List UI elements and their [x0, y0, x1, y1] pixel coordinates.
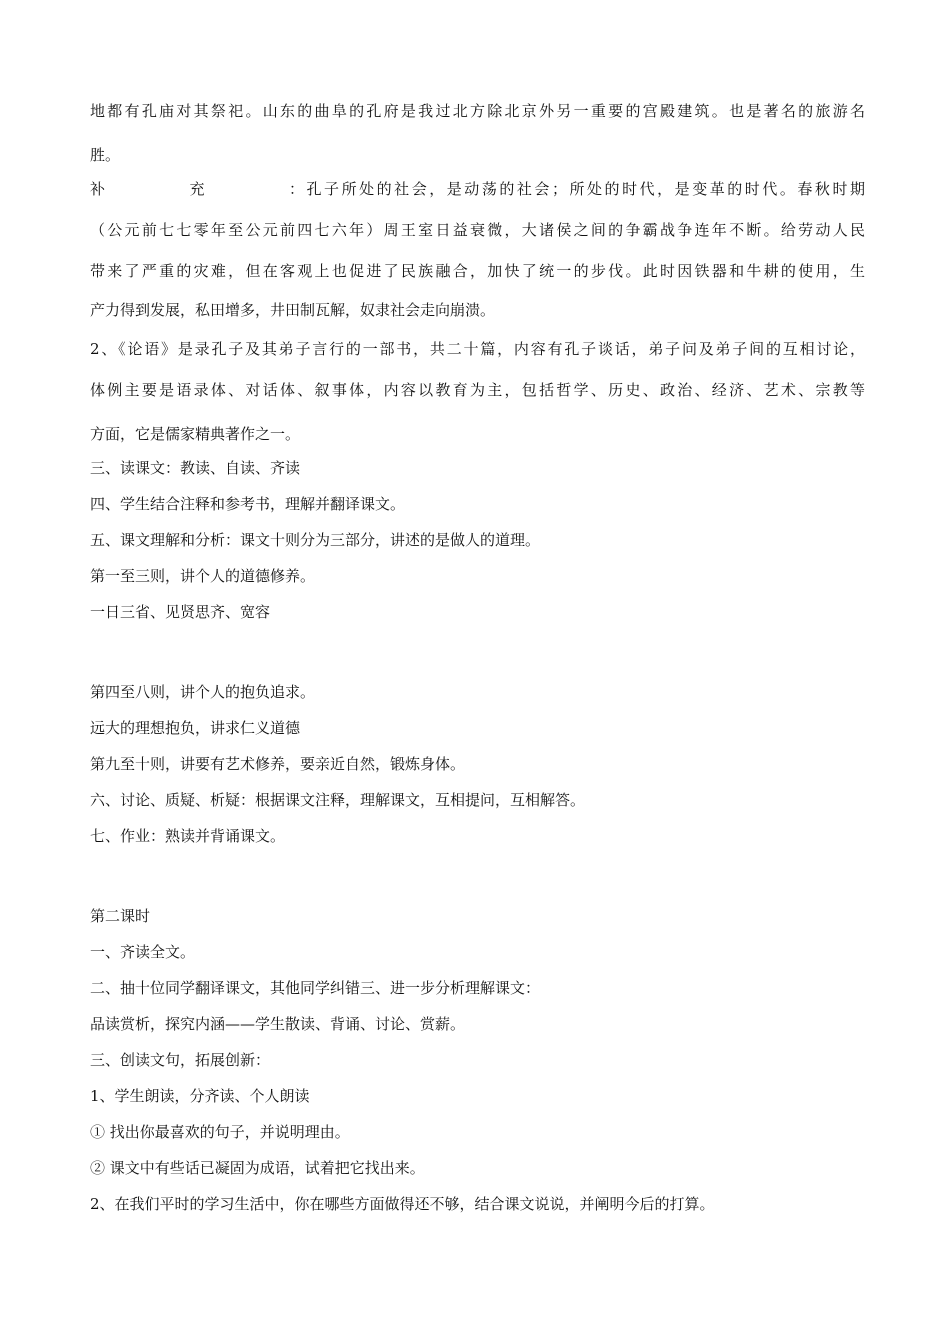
text-line: 2、在我们平时的学习生活中，你在哪些方面做得还不够，结合课文说说，并阐明今后的打算。 [90, 1195, 715, 1213]
text-line: 第九至十则，讲要有艺术修养，要亲近自然，锻炼身体。 [90, 755, 466, 773]
text-line: 带来了严重的灾难，但在客观上也促进了民族融合，加快了统一的步伐。此时因铁器和牛耕的使用，生 [90, 262, 865, 280]
text-line: 四、学生结合注释和参考书，理解并翻译课文。 [90, 495, 406, 513]
text-line: 三、读课文：教读、自读、齐读 [90, 459, 301, 477]
text-line: 三、创读文句，拓展创新： [90, 1051, 271, 1069]
text-line: 第四至八则，讲个人的抱负追求。 [90, 683, 316, 701]
text-line: ② 课文中有些话已凝固为成语，试着把它找出来。 [90, 1159, 425, 1177]
text-line: 体例主要是语录体、对话体、叙事体，内容以教育为主，包括哲学、历史、政治、经济、艺术、宗教等 [90, 381, 865, 399]
text-line: 一、齐读全文。 [90, 943, 196, 961]
text-line: 2、《论语》是录孔子及其弟子言行的一部书，共二十篇，内容有孔子谈话，弟子问及弟子间的互相讨论， [90, 340, 865, 358]
supplement-label: 补充： [90, 180, 304, 198]
text-line: 1、学生朗读，分齐读、个人朗读 [90, 1087, 310, 1105]
text-line: ① 找出你最喜欢的句子，并说明理由。 [90, 1123, 350, 1141]
text-line-supplement [90, 179, 865, 199]
text-line: 地都有孔庙对其祭祀。山东的曲阜的孔府是我过北方除北京外另一重要的宫殿建筑。也是著名的旅游名 [90, 102, 865, 120]
section-heading: 第二课时 [90, 907, 151, 925]
text-line: 胜。 [90, 146, 121, 164]
text-line: 产力得到发展，私田增多，井田制瓦解，奴隶社会走向崩溃。 [90, 301, 496, 319]
text-line: 远大的理想抱负，讲求仁义道德 [90, 719, 301, 737]
text-line: 方面，它是儒家精典著作之一。 [90, 425, 301, 443]
text-line: 五、课文理解和分析：课文十则分为三部分，讲述的是做人的道理。 [90, 531, 541, 549]
supplement-text: 孔子所处的社会，是动荡的社会；所处的时代，是变革的时代。春秋时期 [304, 180, 865, 198]
text-line: 一日三省、见贤思齐、宽容 [90, 603, 271, 621]
text-line: （公元前七七零年至公元前四七六年）周王室日益衰微，大诸侯之间的争霸战争连年不断。给劳动人民 [90, 221, 865, 239]
text-line: 品读赏析，探究内涵——学生散读、背诵、讨论、赏薪。 [90, 1015, 466, 1033]
text-line: 六、讨论、质疑、析疑：根据课文注释，理解课文，互相提问，互相解答。 [90, 791, 586, 809]
text-line: 第一至三则，讲个人的道德修养。 [90, 567, 316, 585]
text-line: 七、作业：熟读并背诵课文。 [90, 827, 286, 845]
text-line: 二、抽十位同学翻译课文，其他同学纠错三、进一步分析理解课文： [90, 979, 541, 997]
